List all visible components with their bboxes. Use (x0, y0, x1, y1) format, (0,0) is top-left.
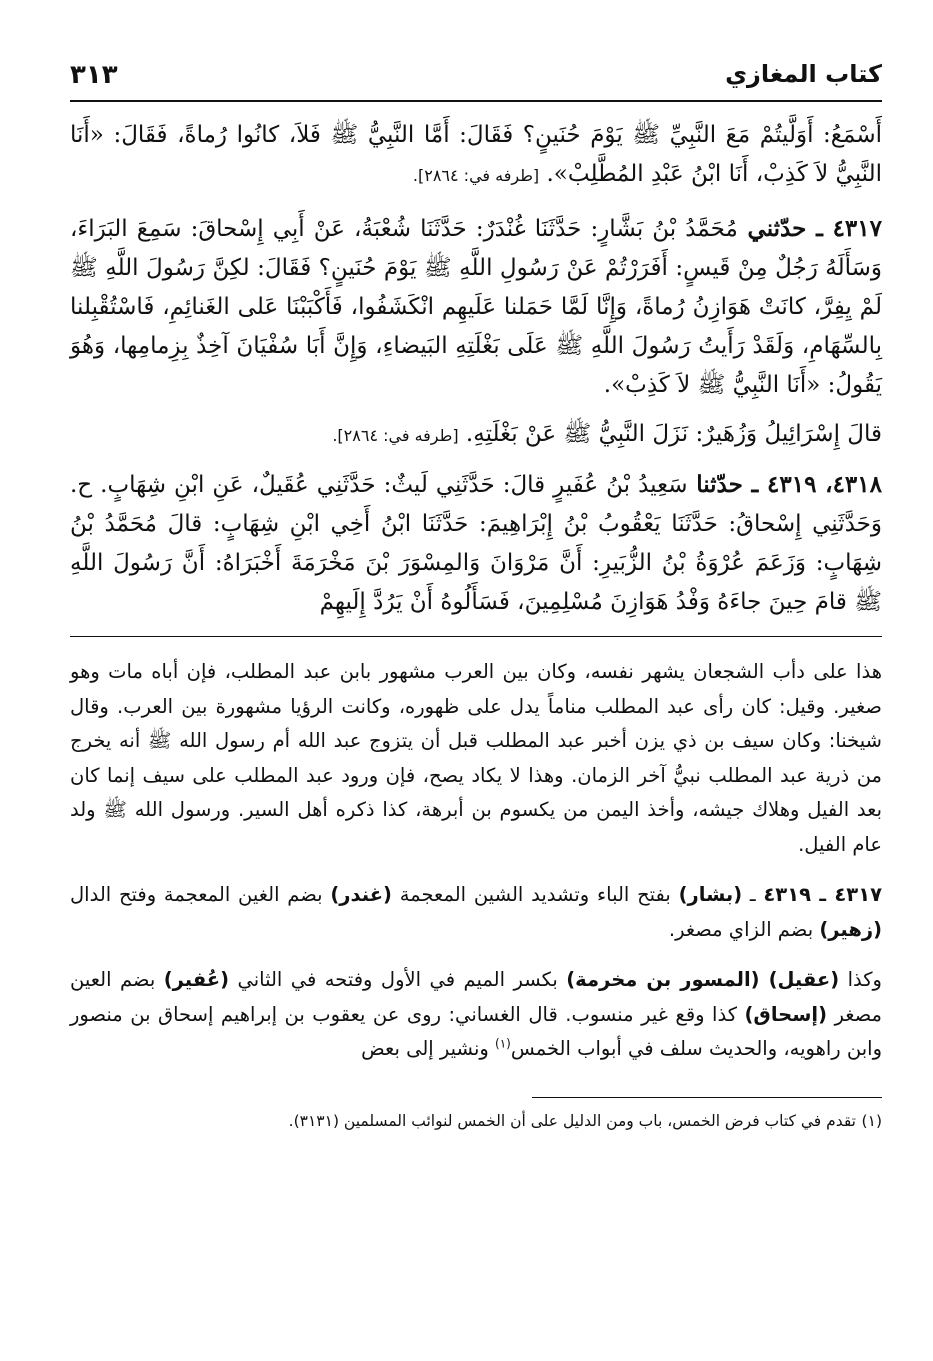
commentary-term: (إسحاق) (744, 1002, 827, 1026)
page-number: ٣١٣ (70, 60, 118, 90)
hadith-4318-4319 (70, 465, 882, 622)
hadith-lead: ـ حدّثني (737, 215, 833, 242)
commentary-text: بضم العين مصغر (70, 968, 882, 1026)
book-page (70, 52, 882, 1342)
cross-reference: [طرفه في: ٢٨٦٤]. (332, 426, 459, 445)
hadith-lead: ـ حدّثنا (687, 471, 768, 498)
hadith-body: مُحَمَّدُ بْنُ بَشَّارٍ: حَدَّثَنَا غُنْدَرٌ: حَدَّثَنَا شُعْبَةُ، عَنْ أَبِي إِسْحاقَ: سَمِعَ البَرَاءَ، وَسَأَلَهُ رَجُلٌ مِنْ قَيسٍ: أَفَرَرْتُمْ عَنْ رَسُولِ اللَّهِ ﷺ يَوْمَ حُنَينٍ؟ فَقَالَ: لكِنَّ رَسُولَ اللَّهِ ﷺ لَمْ يِفِرَّ، كانَتْ هَوَازِنُ رُماةً، وَإِنَّا لَمَّا حَمَلنا عَلَيهِم انْكَشَفُوا، فَأَكْبَبْنَا عَلى الغَنائِمِ، فَاسْتُقْبِلنا بِالسِّهَامِ، وَلَقَدْ رَأَيتُ رَسُولَ اللَّهِ ﷺ عَلَى بَغْلَتِهِ البَيضاءِ، وَإِنَّ أَبَا سُفْيَانَ آخِذٌ بِزِمامِها، وَهُوَ يَقُولُ: «أَنَا النَّبِيُّ ﷺ لاَ كَذِبْ». (70, 216, 882, 398)
footnote-reference[interactable]: (١) (495, 1036, 511, 1051)
commentary-hadith-number: ٤٣١٧ ـ ٤٣١٩ (763, 883, 882, 906)
commentary-term: (عُفير) (163, 968, 229, 991)
commentary-text: وكذا (839, 968, 882, 991)
commentary-text: بضم الغين المعجمة وفتح الدال (70, 883, 331, 906)
section-divider (70, 636, 882, 637)
footnote-text: تقدم في كتاب فرض الخمس، باب ومن الدليل على أن الخمس لنوائب المسلمين (٣١٣١). (288, 1111, 856, 1130)
hadith-number: ٤٣١٨، ٤٣١٩ (767, 471, 882, 498)
commentary-text: ونشير إلى بعض (361, 1037, 495, 1060)
commentary-text: ـ (742, 883, 764, 906)
hadith-text-section (70, 102, 882, 622)
page-header (70, 52, 882, 102)
cross-reference: [طرفه في: ٢٨٦٤]. (412, 166, 540, 185)
commentary-section (70, 655, 882, 1067)
commentary-text: بضم الزاي مصغر. (668, 917, 820, 941)
hadith-number: ٤٣١٧ (832, 215, 882, 242)
footnote (70, 1108, 882, 1134)
commentary-paragraph (70, 878, 882, 947)
commentary-paragraph (70, 963, 882, 1067)
commentary-term: (بشار) (678, 883, 743, 906)
hadith-note-text: قالَ إِسْرَائِيلُ وَزُهَيرٌ: نَزَلَ النَّبِيُّ ﷺ عَنْ بَغْلَتِهِ. (458, 421, 882, 447)
footnote-divider (532, 1097, 882, 1098)
book-title: كتاب المغازي (725, 60, 882, 88)
commentary-paragraph: هذا على دأب الشجعان يشهر نفسه، وكان بين العرب مشهور بابن عبد المطلب، فإن أباه مات وهو صغير. وقيل: كان رأى عبد المطلب مناماً يدل على ظهوره، وكانت الرؤيا مشهورة بين العرب. وقال شيخنا: وكان سيف بن ذي يزن أخبر عبد المطلب قبل أن يتزوج عبد الله أم رسول الله ﷺ أنه يخرج من ذرية عبد المطلب نبيُّ آخر الزمان. وهذا لا يكاد يصح، فإن ورود عبد المطلب على سيف إنما كان بعد الفيل وهلاك جيشه، وأخذ اليمن من يكسوم بن أبرهة، كذا ذكره أهل السير. ورسول الله ﷺ ولد عام الفيل. (70, 660, 882, 856)
commentary-text: كذا وقع غير منسوب. قال الغساني: روى عن يعقوب بن إبراهيم إسحاق بن منصور وابن راهويه، والحديث سلف في أبواب الخمس (70, 1002, 882, 1060)
hadith-4317 (70, 209, 882, 405)
hadith-body: سَعِيدُ بْنُ عُفَيرٍ قالَ: حَدَّثَنِي لَيثٌ: حَدَّثَنِي عُقَيلٌ، عَنِ ابْنِ شِهَابٍ. ح. وَحَدَّثَنِي إِسْحاقُ: حَدَّثَنَا يَعْقُوبُ بْنُ إِبْرَاهِيمَ: حَدَّثَنَا ابْنُ أَخِي ابْنِ شِهَابٍ: قالَ مُحَمَّدُ بْنُ شِهَابٍ: وَزَعَمَ عُرْوَةُ بْنُ الزُّبَيرِ: أَنَّ مَرْوَانَ وَالمِسْوَرَ بْنَ مَخْرَمَةَ أَخْبَرَاهُ: أَنَّ رَسُولَ اللَّهِ ﷺ قامَ حِينَ جاءَهُ وَفْدُ هَوَازِنَ مُسْلِمِينَ، فَسَأَلُوهُ أَنْ يَرُدَّ إِلَيهِمْ (70, 472, 882, 615)
hadith-continuation (70, 116, 882, 195)
hadith-note (70, 415, 882, 455)
commentary-text: بكسر الميم في الأول وفتحه في الثاني (229, 968, 567, 991)
footnote-mark: (١) (861, 1111, 882, 1130)
hadith-continuation-text: أَسْمَعُ: أَوَلَّيتُمْ مَعَ النَّبِيِّ ﷺ يَوْمَ حُنَينٍ؟ فَقَالَ: أَمَّا النَّبِيُّ ﷺ فَلاَ، كانُوا رُماةً، فَقَالَ: «أَنَا النَّبِيُّ لاَ كَذِبْ، أَنَا ابْنُ عَبْدِ المُطَّلِبْ». (70, 122, 882, 187)
commentary-text: بفتح الباء وتشديد الشين المعجمة (391, 883, 679, 906)
commentary-term: (زهير) (819, 917, 882, 941)
commentary-term: (عقيل) (المسور بن مخرمة) (566, 968, 840, 991)
commentary-term: (غندر) (330, 883, 392, 906)
